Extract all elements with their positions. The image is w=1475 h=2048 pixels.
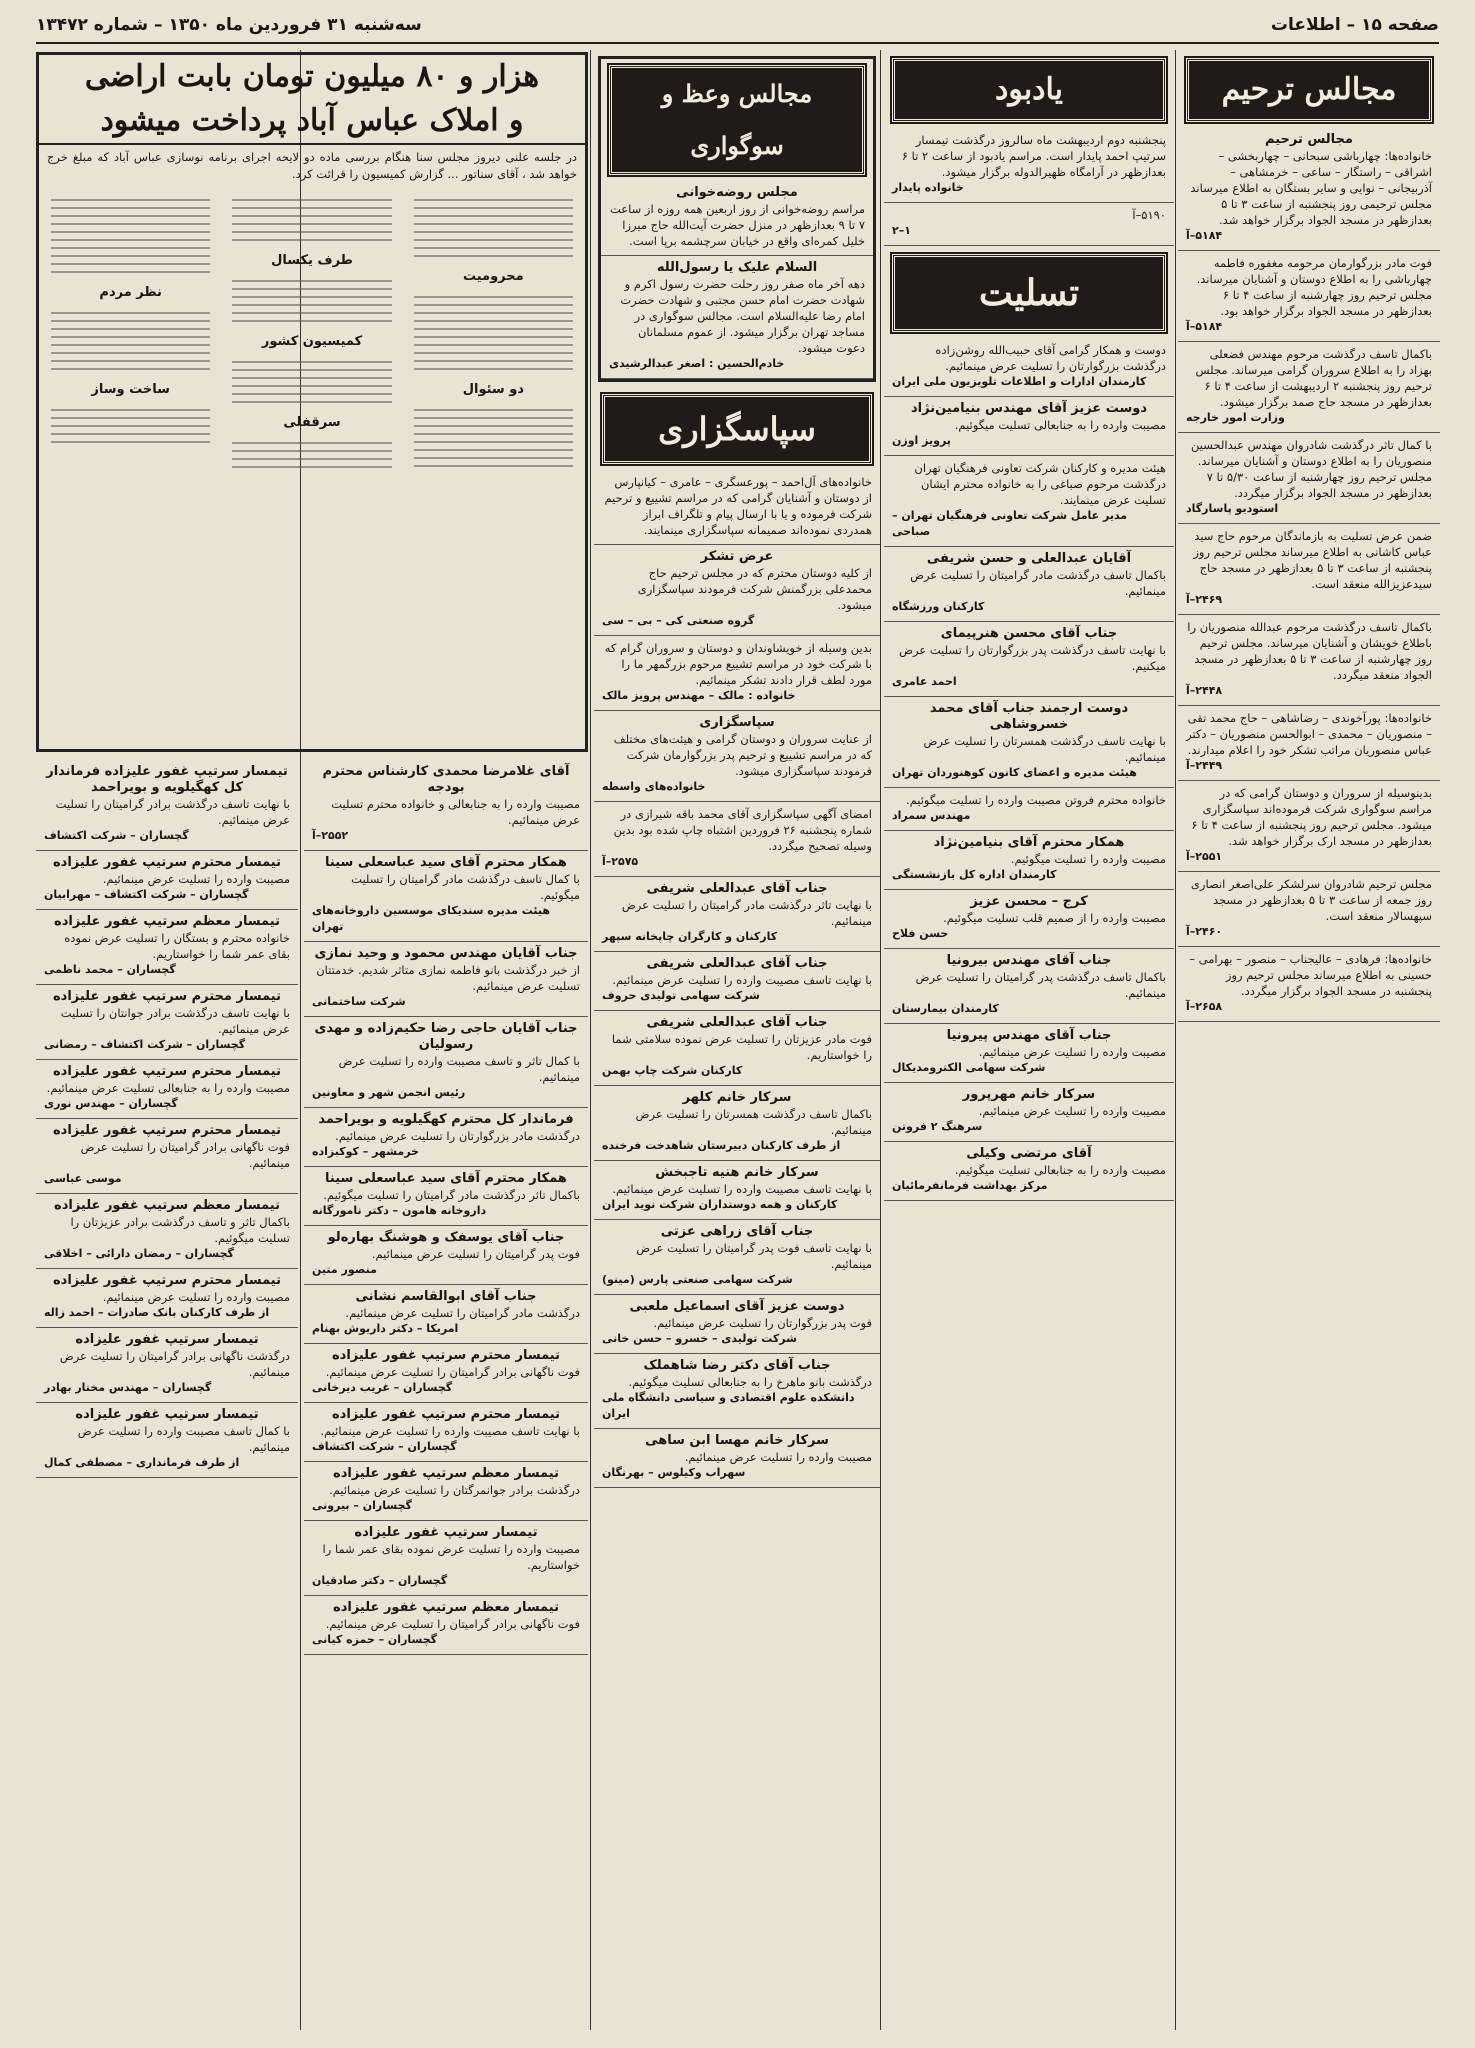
notice-body: ضمن عرض تسلیت به بازماندگان مرحوم حاج سید عباس کاشانی به اطلاع میرساند مجلس ترحیم روز پنجشنبه از ساعت ۳ تا ۵ بعدازظهر در مسجد حاج سیدعزیزالله منعقد است. [1193, 529, 1432, 591]
notice [884, 788, 1174, 831]
notice [594, 1429, 880, 1488]
notice [304, 851, 588, 942]
notice-sign: گچساران – شرکت اکتشاف – رمضانی [44, 1038, 246, 1051]
notice-title: جناب آقای دکتر رضا شاهملک [643, 1358, 831, 1373]
notice-sign: پرویز اوزن [892, 434, 951, 447]
vaz-list [601, 181, 873, 379]
notice-title: تیمسار معظم سرتیپ غفور علیزاده [333, 1466, 559, 1481]
notice [1178, 615, 1440, 706]
notice-body: مصیبت وارده را از صمیم قلب تسلیت میگوئیم. [943, 911, 1166, 925]
notice [884, 203, 1174, 246]
notice-body: باکمال تاسف درگذشت مرحوم مهندس فضعلی بهزاد را به اطلاع سروران گرامی میرساند. مجلس ترحیم روز پنجشنبه ۲ اردیبهشت از ساعت ۴ تا ۶ بعدازظهر در مسجد حاج صمد برگزار میشود. [1195, 347, 1432, 409]
notice-title: جناب آقایان حاجی رضا حکیم‌زاده و مهدی رسولیان [314, 1021, 578, 1052]
center-mid-list [304, 760, 588, 1655]
notice-title: فرماندار کل محترم کهگیلویه و بویراحمد [318, 1112, 574, 1127]
notice-body: باکمال تاسف درگذشت مرحوم عبدالله منصوریان را باطلاع خویشان و آشنایان میرساند. مجلس ترحیم روز چهارشنبه از ساعت ۳ تا ۵ بعدازظهر در مسجد الجواد منعقد میگردد. [1187, 620, 1432, 682]
notice-sign: دانشکده علوم اقتصادی و سیاسی دانشگاه ملی ایران [602, 1391, 855, 1420]
right-mid-list [594, 877, 880, 1488]
notice [601, 181, 873, 256]
notice [36, 985, 298, 1060]
notice [594, 636, 880, 711]
notice-sign: گچساران – غریب دیرخانی [312, 1381, 453, 1394]
notice-sign: گچساران – بیرونی [312, 1499, 412, 1512]
notice-title: تیمسار سرتیپ غفور علیزاده [354, 1525, 538, 1540]
column-rule [880, 50, 881, 2030]
notice-title: تیمسار معظم سرتیپ غفور علیزاده [333, 1600, 559, 1615]
notice-title: جناب آقای مهندس بیرونیا [946, 953, 1112, 968]
notice-sign: شرکت سهامی صنعتی پارس (مینو) [602, 1273, 793, 1286]
notice-title: عرض تشکر [700, 549, 774, 564]
notice-sign: منصور متین [312, 1263, 377, 1276]
notice [1178, 433, 1440, 524]
notice-body: خانواده‌ها: فرهادی – عالیجناب – منصور – بهرامی – حسینی به اطلاع میرساند مجلس ترحیم روز پنجشنبه در مسجد الجواد برگزار میگردد. [1189, 952, 1432, 998]
notice-title: آقای مرتضی وکیلی [966, 1146, 1092, 1161]
notice-title: تیمسار معظم سرتیپ غفور علیزاده [54, 1198, 280, 1213]
notice-sign: ۱–۲ [892, 224, 911, 237]
article-subhead: طرف یکسال [271, 253, 353, 268]
notice [36, 910, 298, 985]
notice-body: درگذشت برادر جوانمرگتان را تسلیت عرض مینمائیم. [329, 1483, 580, 1497]
notice-title: تیمسار سرتیپ غفور علیزاده [75, 1332, 259, 1347]
notice-body: فوت ناگهانی برادر گرامیتان را تسلیت عرض مینمائیم. [325, 1617, 580, 1631]
notice-body: درگذشت مادر بزرگوارتان را تسلیت عرض مینمائیم. [335, 1129, 580, 1143]
notice [36, 1060, 298, 1119]
notice-title: همکار محترم آقای سید عباسعلی سینا [325, 855, 567, 870]
notice-body: پنجشنبه دوم اردیبهشت ماه سالروز درگذشت تیمسار سرتیپ احمد پایدار است. مراسم یادبود از ساعت ۲ تا ۶ بعدازظهر در آرامگاه ظهیرالدوله برگزار میشود. [901, 133, 1166, 179]
notice-body: مصیبت وارده را تسلیت عرض نموده بقای عمر شما را خواستاریم. [322, 1542, 580, 1572]
article-text-lines [43, 397, 218, 455]
notice [594, 1295, 880, 1354]
article-text-lines [406, 187, 581, 269]
notice [36, 1119, 298, 1194]
notice [884, 456, 1174, 547]
vaz-sepas-column [594, 52, 880, 2042]
notice-body: باکمال تاسف درگذشت مادر گرامیتان را تسلیت عرض مینمائیم. [910, 568, 1166, 598]
notice-title: تیمسار محترم سرتیپ غفور علیزاده [52, 1064, 281, 1079]
notice [304, 1462, 588, 1521]
notice-body: مصیبت وارده را تسلیت عرض مینمائیم. [684, 1450, 872, 1464]
notice [884, 1142, 1174, 1201]
notice-sign: حسن فلاح [892, 927, 949, 940]
notice-body: مجلس ترحیم شادروان سرلشکر علی‌اصغر انصاری روز جمعه از ساعت ۳ تا ۵ بعدازظهر در مسجد سپهسالار منعقد است. [1190, 877, 1432, 923]
notice-sign: کارکنان و همه دوستداران شرکت نوید ایران [602, 1198, 838, 1211]
notice-body: ۵۱۹۰–آ [1132, 208, 1166, 222]
notice-title: همکار محترم آقای سید عباسعلی سینا [325, 1171, 567, 1186]
notice-title: آقایان عبدالعلی و حسن شریفی [926, 551, 1132, 566]
notice-sign: خانواده پایدار [892, 181, 964, 194]
issue-date: سه‌شنبه ۳۱ فروردین ماه ۱۳۵۰ – شماره ۱۳۴۷۲ [36, 15, 422, 35]
notice-body: مصیبت وارده را تسلیت میگوئیم. [1010, 852, 1166, 866]
notice-body: از کلیه دوستان محترم که در مجلس ترحیم حاج محمدعلی بزرگمنش شرکت فرمودند سپاسگزاری میشود. [637, 566, 872, 612]
notice-sign: ۲۴۴۹–آ [1186, 759, 1223, 772]
notice-title: جناب آقای یوسفک و هوشنگ بهاره‌لو [327, 1230, 565, 1245]
notice-sign: کارکنان و کارگران چاپخانه سپهر [602, 930, 778, 943]
notice-body: فوت مادر عزیزتان را تسلیت عرض نموده سلامتی شما را خواستاریم. [611, 1032, 872, 1062]
article-text-lines [43, 300, 218, 382]
notice-body: مراسم روضه‌خوانی از روز اربعین همه روزه از ساعت ۷ تا ۹ بعدازظهر در منزل حضرت آیت‌الله حاج میرزا خلیل کمره‌ای واقع در خیابان سرچشمه برپا است. [609, 202, 865, 248]
notice-body: خانواده‌های آل‌احمد – پورعسگری – عامری – کیانپارس از دوستان و آشنایان گرامی که در مراسم تشییع و ترحیم شرکت فرموده و یا با ارسال پیام و تلگراف ابراز همدردی نموده‌اند صمیمانه سپاسگزاری مینمایند. [604, 475, 872, 537]
notice-sign: ۲۴۶۹–آ [1186, 593, 1223, 606]
notice [304, 1017, 588, 1108]
notice-body: مصیبت وارده را به جنابعالی تسلیت میگوئیم. [954, 418, 1166, 432]
notice-sign: خادم‌الحسین : اصغر عبدالرشیدی [609, 357, 785, 370]
notice [884, 697, 1174, 788]
page-label: صفحه ۱۵ – اطلاعات [1270, 15, 1439, 35]
notice-sign: ۲۴۴۸–آ [1186, 684, 1223, 697]
notice [1178, 128, 1440, 251]
article-headline-1: هزار و ۸۰ میلیون تومان بابت اراضی [84, 59, 540, 94]
notice [1178, 342, 1440, 433]
notice-body: باکمال تاثر و تاسف درگذشت برادر عزیزتان را تسلیت میگوئیم. [70, 1215, 290, 1245]
article-subhead: دو سئوال [462, 382, 524, 397]
notice-body: خانواده محترم و بستگان را تسلیت عرض نموده بقای عمر شما را خواستاریم. [64, 931, 290, 961]
notice-title: تیمسار محترم سرتیپ غفور علیزاده [331, 1348, 560, 1363]
notice [594, 711, 880, 802]
article-text-lines [224, 430, 399, 480]
notice-sign: خانواده : مالک – مهندس پرویز مالک [602, 689, 796, 702]
notice-sign: شرکت سهامی الکترومدیکال [892, 1061, 1046, 1074]
notice [884, 949, 1174, 1024]
notice [36, 1194, 298, 1269]
notice-title: جناب آقای عبدالعلی شریفی [646, 881, 828, 896]
column-rule [590, 50, 591, 2030]
notice-sign: ۵۱۸۴–آ [1186, 320, 1223, 333]
notice-sign: از طرف کارکنان دبیرستان شاهدخت فرخنده [602, 1139, 841, 1152]
notice-body: فوت پدر گرامیتان را تسلیت عرض مینمائیم. [371, 1247, 580, 1261]
notice-title: تیمسار محترم سرتیپ غفور علیزاده [52, 1273, 281, 1288]
notice-title: تیمسار محترم سرتیپ غفور علیزاده [331, 1407, 560, 1422]
notice-body: درگذشت بانو ماهرخ را به جنابعالی تسلیت میگوئیم. [628, 1375, 872, 1389]
notice-title: آقای غلامرضا محمدی کارشناس محترم بودجه [322, 764, 570, 795]
notice-title: جناب آقای زراهی عزتی [660, 1224, 814, 1239]
notice [304, 1108, 588, 1167]
notice [1178, 947, 1440, 1022]
notice [884, 622, 1174, 697]
notice-body: مصیبت وارده را تسلیت عرض مینمائیم. [978, 1045, 1166, 1059]
notice [304, 1226, 588, 1285]
notice-body: درگذشت مادر گرامیتان را تسلیت عرض مینمائیم. [345, 1306, 580, 1320]
notice [884, 547, 1174, 622]
tarhim-list [1178, 128, 1440, 1022]
tarhim-column [1178, 52, 1440, 2042]
notice-body: با نهایت تاسف مصیبت وارده را تسلیت عرض مینمائیم. [612, 973, 872, 987]
notice [304, 1167, 588, 1226]
notice-title: تیمسار سرتیپ غفور علیزاده فرماندار کل کهگیلویه و بویراحمد [46, 764, 288, 795]
section-banner-sepas: سپاسگزاری [602, 394, 872, 464]
notice-body: باکمال تاثر درگذشت مادر گرامیتان را تسلیت میگوئیم. [323, 1188, 580, 1202]
article-text-lines [43, 187, 218, 285]
notice-title: دوست ارجمند جناب آقای محمد خسروشاهی [929, 701, 1129, 732]
notice-sign: مرکز بهداشت فرمانفرمائیان [892, 1179, 1048, 1192]
notice [304, 1521, 588, 1596]
notice-title: تیمسار سرتیپ غفور علیزاده [75, 1407, 259, 1422]
notice-body: دهه آخر ماه صفر روز رحلت حضرت رسول اکرم و شهادت حضرت امام حسن مجتبی و شهادت حضرت امام رضا علیه‌السلام است. مجالس سوگواری در مساجد تهران برگزار میشود. از عموم مسلمانان دعوت میشود. [620, 277, 865, 355]
article-text-lines [406, 397, 581, 479]
article-subhead: سرقفلی [283, 415, 341, 430]
notice-sign: شرکت ساختمانی [312, 995, 406, 1008]
notice [594, 877, 880, 952]
notice-body: فوت پدر بزرگوارتان را تسلیت عرض مینمائیم. [653, 1316, 872, 1330]
notice-sign: مدیر عامل شرکت تعاونی فرهنگیان تهران – صباحی [892, 509, 1128, 538]
notice-sign: گچساران – دکتر صادقیان [312, 1574, 448, 1587]
notice [304, 760, 588, 851]
notice-body: باکمال تاسف درگذشت همسرتان را تسلیت عرض مینمائیم. [635, 1107, 872, 1137]
section-banner-vaz: مجالس وعظ و سوگواری [609, 65, 865, 175]
notice-sign: ۲۵۵۲–آ [312, 829, 349, 842]
notice-body: دوست و همکار گرامی آقای حبیب‌الله روشن‌زاده درگذشت بزرگوارتان را تسلیت عرض مینمائیم. [935, 343, 1166, 373]
notice-body: با نهایت تاسف درگذشت برادر جوانتان را تسلیت عرض مینمائیم. [60, 1006, 290, 1036]
notice [1178, 872, 1440, 947]
notice [1178, 524, 1440, 615]
notice [36, 1269, 298, 1328]
article-text-lines [224, 349, 399, 415]
notice [884, 338, 1174, 397]
notice [601, 256, 873, 379]
notice [884, 831, 1174, 890]
notice [594, 802, 880, 877]
notice-sign: گچساران – مهندس مختار بهادر [44, 1381, 212, 1394]
notice-sign: شرکت تولیدی – خسرو – حسن خانی [602, 1332, 797, 1345]
notice-body: خانواده‌ها: پورآخوندی – رضاشاهی – حاج محمد تقی – منصوریان – محمدی – ابوالحسن منصوریان – دکتر عباس منصوریان مراتب تشکر خود را اعلام میدارند. [1186, 711, 1432, 757]
notice-title: جناب آقایان مهندس محمود و وحید نمازی [314, 946, 578, 961]
notice [594, 1220, 880, 1295]
notice-body: فوت ناگهانی برادر گرامیتان را تسلیت عرض مینمائیم. [80, 1140, 290, 1170]
notice-sign: از طرف کارکنان بانک صادرات – احمد زاله [44, 1306, 270, 1319]
notice [594, 470, 880, 545]
notice-title: جناب آقای مهندس پیرونیا [946, 1028, 1112, 1043]
notice-body: مصیبت وارده را به جنابعالی تسلیت میگوئیم. [954, 1163, 1166, 1177]
notice-sign: احمد عامری [892, 675, 957, 688]
notice-sign: خرمشهر – کوکبزاده [312, 1145, 419, 1158]
notice [594, 952, 880, 1011]
notice-body: مصیبت وارده را به جنابعالی و خانواده محترم تسلیت عرض مینمائیم. [331, 797, 580, 827]
notice [304, 1596, 588, 1655]
notice-sign: ۲۴۶۰–آ [1186, 925, 1223, 938]
notice-title: سرکار خانم مهرپرور [962, 1087, 1096, 1102]
notice-sign: موسی عباسی [44, 1172, 122, 1185]
notice-body: فوت مادر بزرگوارمان مرحومه مغفوره فاطمه چهارباشی را به اطلاع دوستان و آشنایان میرساند. مجلس ترحیم روز چهارشنبه از ساعت ۴ تا ۶ بعدازظهر در مسجد الجواد برگزار خواهد بود. [1196, 256, 1432, 318]
notice-body: مصیبت وارده را تسلیت عرض مینمائیم. [102, 872, 290, 886]
notice-body: درگذشت ناگهانی برادر گرامیتان را تسلیت عرض مینمائیم. [59, 1349, 290, 1379]
notice-body: بدین وسیله از خویشاوندان و دوستان و سروران گرام که با شرکت خود در مراسم تشییع مرحوم بزرگمهر ما را مورد لطف قرار دادند تشکر مینمائیم. [604, 641, 872, 687]
notice-body: با نهایت تاثر درگذشت مادر گرامیتان را تسلیت عرض مینمائیم. [621, 898, 872, 928]
notice-body: باکمال تاسف درگذشت پدر گرامیتان را تسلیت عرض مینمائیم. [915, 970, 1166, 1000]
center-notices-column [304, 760, 588, 2042]
notice [1178, 706, 1440, 781]
notice-title: مجالس ترحیم [1265, 132, 1353, 147]
section-banner-tarhim: مجالس ترحیم [1186, 58, 1432, 122]
notice-sign: گچساران – مهندس نوری [44, 1097, 178, 1110]
notice-sign: کارکنان شرکت چاپ بهمن [602, 1064, 743, 1077]
notice [594, 545, 880, 636]
notice-body: مصیبت وارده را تسلیت عرض مینمائیم. [102, 1290, 290, 1304]
notice-sign: گچساران – شرکت اکتشاف [312, 1440, 457, 1453]
article-subhead: ساخت وساز [91, 382, 170, 397]
notice [884, 1024, 1174, 1083]
notice-title: جناب آقای عبدالعلی شریفی [646, 956, 828, 971]
notice-sign: کارکنان ورزشگاه [892, 600, 985, 613]
column-rule [1175, 50, 1176, 2030]
section-banner-yadbud: یادبود [892, 58, 1166, 122]
notice-body: با نهایت تاسف درگذشت پدر بزرگوارتان را تسلیت عرض میکنیم. [899, 643, 1166, 673]
notice-title: جناب آقای ابوالقاسم نشانی [355, 1289, 537, 1304]
notice-title: جناب آقای عبدالعلی شریفی [646, 1015, 828, 1030]
article-headline-2: و املاک عباس آباد پرداخت میشود [39, 99, 585, 145]
notice-sign: هیئت مدیره و اعضای کانون کوهنوردان تهران [892, 766, 1137, 779]
notice [884, 890, 1174, 949]
notice-sign: از طرف فرمانداری – مصطفی کمال [44, 1456, 240, 1469]
notice-sign: داروخانه هامون – دکتر نامورگانه [312, 1204, 487, 1217]
notice-title: تیمسار محترم سرتیپ غفور علیزاده [52, 989, 281, 1004]
taslit-list [884, 338, 1174, 1201]
notice-body: با کمال تاسف مصیبت وارده را تسلیت عرض مینمائیم. [77, 1424, 290, 1454]
notice-title: مجلس روضه‌خوانی [676, 185, 798, 200]
notice [304, 1344, 588, 1403]
notice-sign: کارمندان ادارات و اطلاعات تلویزیون ملی ایران [892, 375, 1147, 388]
notice-body: مصیبت وارده را به جنابعالی تسلیت عرض مینمائیم. [46, 1081, 290, 1095]
masthead [36, 8, 1439, 44]
notice-body: با نهایت تاسف مصیبت وارده را تسلیت عرض مینمائیم. [612, 1182, 872, 1196]
left-notices-column [36, 760, 298, 2042]
notice-body: با نهایت تاسف درگذشت همسرتان را تسلیت عرض مینمائیم. [923, 734, 1166, 764]
yadbud-list [884, 128, 1174, 246]
notice-body: امضای آگهی سپاسگزاری آقای محمد باقه شیرازی در شماره پنجشنبه ۲۶ فروردین اشتباه چاپ شده بود بدین وسیله تصحیح میگردد. [613, 807, 872, 853]
notice-sign: ۲۵۵۱–آ [1186, 850, 1223, 863]
left-lower-list [36, 760, 298, 1478]
notice [1178, 781, 1440, 872]
notice-sign: گچساران – رمضان دارائی – اخلاقی [44, 1247, 234, 1260]
notice-title: سپاسگزاری [699, 715, 775, 730]
notice-body: فوت ناگهانی برادر گرامیتان را تسلیت عرض مینمائیم. [325, 1365, 580, 1379]
notice [1178, 251, 1440, 342]
article-subhead: محرومیت [462, 269, 524, 284]
notice-title: دوست عزیز آقای مهندس بنیامین‌نژاد [910, 401, 1147, 416]
notice-sign: کارمندان اداره کل بازنشستگی [892, 868, 1057, 881]
notice-sign: شرکت سهامی تولیدی حروف [602, 989, 760, 1002]
notice-sign: کارمندان بیمارستان [892, 1002, 999, 1015]
notice-title: تیمسار معظم سرتیپ غفور علیزاده [54, 914, 280, 929]
notice-sign: ۲۵۷۵–آ [602, 855, 639, 868]
notice-title: سرکار خانم کلهر [682, 1090, 792, 1105]
notice-sign: گروه صنعتی کی – بی – سی [602, 614, 755, 627]
article-subhead: کمیسیون کشور [261, 334, 363, 349]
notice-body: بدینوسیله از سروران و دوستان گرامی که در مراسم سوگواری شرکت فرموده‌اند سپاسگزاری میشود. مجلس ترحیم روز پنجشنبه از ساعت ۴ تا ۶ بعدازظهر در مسجد ارک برگزار خواهد شد. [1191, 786, 1432, 848]
notice [884, 1083, 1174, 1142]
notice [304, 942, 588, 1017]
notice-title: تیمسار محترم سرتیپ غفور علیزاده [52, 855, 281, 870]
notice-body: با کمال تاثر و تاسف مصیبت وارده را تسلیت عرض مینمائیم. [338, 1054, 580, 1084]
notice [594, 1011, 880, 1086]
notice [594, 1086, 880, 1161]
news-article [36, 52, 588, 752]
notice-title: تیمسار محترم سرتیپ غفور علیزاده [52, 1123, 281, 1138]
article-text-lines [224, 268, 399, 334]
notice-sign: رئیس انجمن شهر و معاونین [312, 1086, 466, 1099]
notice-sign: ۲۶۵۸–آ [1186, 1000, 1223, 1013]
notice [884, 128, 1174, 203]
notice-body: خانواده‌ها: چهارباشی سبحانی – چهاربخشی – اشراقی – راستگار – ساعی – خرمشاهی – آذربیجانی – نوایی و سایر بستگان به اطلاع میرساند مجلس ترحیمی روز پنجشنبه از ساعت ۳ تا ۵ بعدازظهر در مسجد الجواد برگزار خواهد شد. [1190, 149, 1432, 227]
notice-sign: مهندس سمراد [892, 809, 971, 822]
notice-body: از خبر درگذشت بانو فاطمه نمازی متاثر شدیم. خدمتتان تسلیت عرض مینمائیم. [316, 963, 580, 993]
notice-sign: امریکا – دکتر داریوش بهنام [312, 1322, 459, 1335]
article-text-lines [224, 187, 399, 253]
notice-sign: سرهنگ ۲ فروتن [892, 1120, 983, 1133]
notice-body: هیئت مدیره و کارکنان شرکت تعاونی فرهنگیان تهران درگذشت مرحوم صباغی را به خانواده محترم ایشان تسلیت عرض مینمایند. [914, 461, 1166, 507]
notice [304, 1285, 588, 1344]
notice [594, 1354, 880, 1429]
notice-body: با کمال تاسف درگذشت مادر گرامیتان را تسلیت میگوئیم. [351, 872, 580, 902]
notice [36, 760, 298, 851]
sepas-list [594, 470, 880, 877]
notice-title: السلام علیک یا رسول‌الله [656, 260, 818, 275]
notice-title: سرکار خانم هنیه تاجبخش [655, 1165, 819, 1180]
notice [594, 1161, 880, 1220]
notice-body: با کمال تاثر درگذشت شادروان مهندس عبدالحسین منصوریان را به اطلاع دوستان و آشنایان میرساند. مجلس ترحیم روز چهارشنبه از ساعت ۵/۳۰ تا ۷ بعدازظهر در مسجد الجواد برگزار میگردد. [1191, 438, 1432, 500]
notice [304, 1403, 588, 1462]
notice-body: خانواده محترم فروتن مصیبت وارده را تسلیت میگوئیم. [905, 793, 1166, 807]
notice-sign: هیئت مدیره سندیکای موسسین داروخانه‌های تهران [312, 904, 550, 933]
notice-title: همکار محترم آقای بنیامین‌نژاد [933, 835, 1125, 850]
notice-body: مصیبت وارده را تسلیت عرض مینمائیم. [978, 1104, 1166, 1118]
notice-sign: گچساران – شرکت اکتشاف [44, 829, 189, 842]
notice-sign: گچساران – محمد ناظمی [44, 963, 176, 976]
notice-sign: گچساران – شرکت اکتشاف – مهرابیان [44, 888, 249, 901]
notice [36, 1403, 298, 1478]
notice-body: با نهایت تاسف فوت پدر گرامیتان را تسلیت عرض مینمائیم. [636, 1241, 872, 1271]
notice [884, 397, 1174, 456]
notice-body: با نهایت تاسف درگذشت برادر گرامیتان را تسلیت عرض مینمائیم. [55, 797, 290, 827]
article-text-lines [406, 284, 581, 382]
notice [36, 851, 298, 910]
yadbud-taslit-column [884, 52, 1174, 2042]
notice-sign: سهراب وکیلوس – بهرنگان [602, 1466, 746, 1479]
notice-sign: گچساران – حمزه کیانی [312, 1633, 438, 1646]
notice-title: کرج – محسن عزیز [970, 894, 1088, 909]
notice-sign: استودیو پاسارگاد [1186, 502, 1279, 515]
notice-sign: ۵۱۸۴–آ [1186, 229, 1223, 242]
notice-title: سرکار خانم مهسا ابن ساهی [645, 1433, 829, 1448]
article-intro: در جلسه علنی دیروز مجلس سنا هنگام بررسی ماده دو لایحه اجرای برنامه نوسازی عباس آباد که مبلغ خرج خواهد شد ، آقای سناتور ... گزارش کمیسیون را قرائت کرد. [47, 150, 577, 181]
notice-title: جناب آقای محسن هنرپیمای [940, 626, 1118, 641]
notice-body: با نهایت تاسف مصیبت وارده را تسلیت عرض مینمائیم. [320, 1424, 580, 1438]
article-subhead: نظر مردم [99, 285, 162, 300]
notice-sign: خانواده‌های واسطه [602, 780, 706, 793]
section-banner-taslit: تسلیت [892, 254, 1166, 332]
notice-title: دوست عزیز آقای اسماعیل ملعبی [629, 1299, 845, 1314]
notice-body: از عنایت سروران و دوستان گرامی و هیئت‌های مختلف که در مراسم تشییع و ترحیم پدر بزرگوارمان شرکت فرمودند سپاسگزاری میشود. [613, 732, 872, 778]
notice [36, 1328, 298, 1403]
notice-sign: وزارت امور خارجه [1186, 411, 1285, 424]
